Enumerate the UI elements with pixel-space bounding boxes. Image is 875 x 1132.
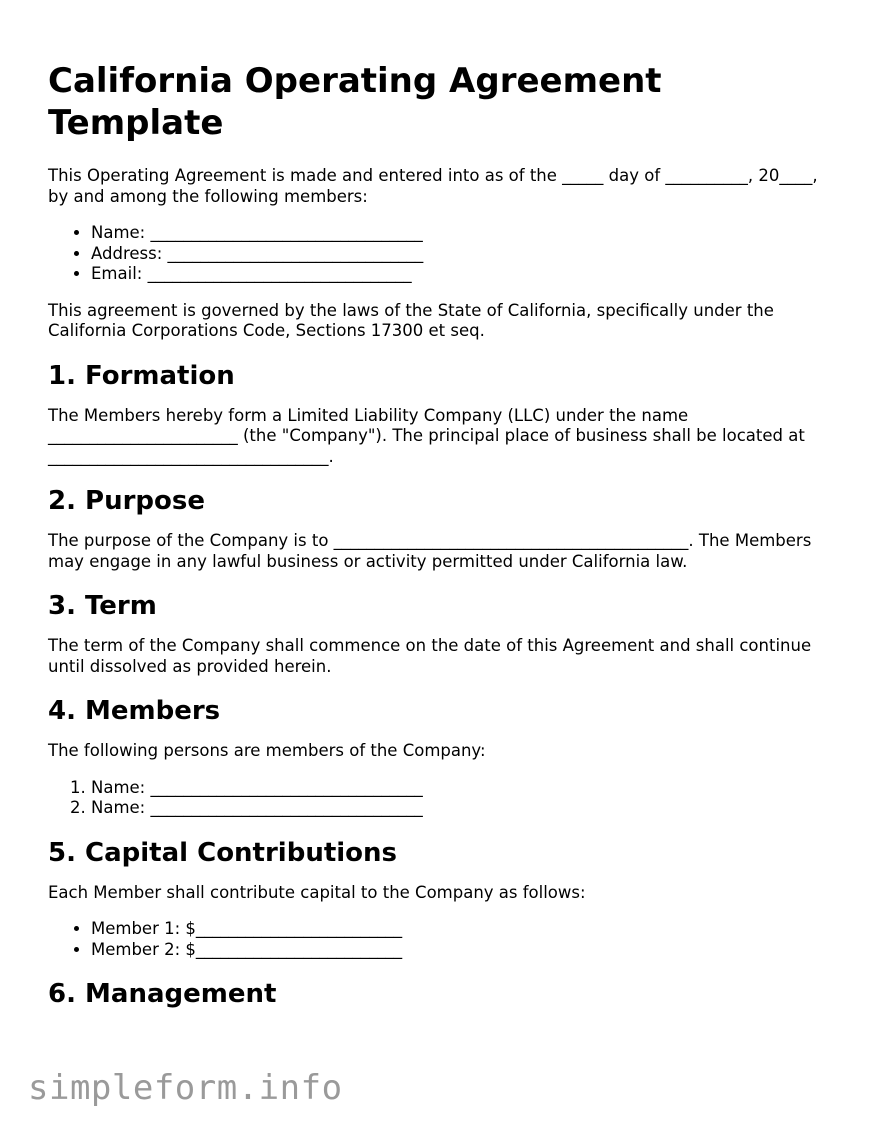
list-item: • Member 1: $_________________________ <box>91 919 838 940</box>
document-title: California Operating Agreement Template <box>48 61 662 143</box>
intro-member-list <box>48 223 838 285</box>
capital-paragraph: Each Member shall contribute capital to the Company as follows: <box>48 882 586 902</box>
section-heading-management: 6. Management <box>48 979 277 1009</box>
section-heading-purpose: 2. Purpose <box>48 486 205 516</box>
formation-paragraph: The Members hereby form a Limited Liability Company (LLC) under the name _______________________ (the "Company"). The principal place of business shall be located at __________________________________. <box>48 405 805 466</box>
list-item: • Member 2: $_________________________ <box>91 940 838 961</box>
list-item-address: • Address: _______________________________ <box>91 244 838 265</box>
members-list <box>48 778 838 819</box>
intro-paragraph: This Operating Agreement is made and entered into as of the _____ day of __________, 20____, by and among the following members: <box>48 166 818 206</box>
watermark: simpleform.info <box>28 1068 343 1108</box>
section-heading-term: 3. Term <box>48 591 157 621</box>
section-heading-capital: 5. Capital Contributions <box>48 837 398 868</box>
list-item-name: • Name: _________________________________ <box>91 223 838 244</box>
list-item-email: • Email: ________________________________ <box>91 264 838 285</box>
list-item: 2. Name: _________________________________ <box>91 798 838 819</box>
governing-law-paragraph: This agreement is governed by the laws of the State of California, specifically under the California Corporations Code, Sections 17300 et seq. <box>48 300 774 340</box>
document-page <box>48 60 838 1024</box>
section-heading-members: 4. Members <box>48 696 221 726</box>
members-paragraph: The following persons are members of the Company: <box>48 741 486 760</box>
capital-list <box>48 919 838 960</box>
list-item: 1. Name: _________________________________ <box>91 778 838 799</box>
section-heading-formation: 1. Formation <box>48 360 235 391</box>
purpose-paragraph: The purpose of the Company is to ___________________________________________. The Members may engage in any lawful business or activity permitted under California law. <box>48 531 812 571</box>
term-paragraph: The term of the Company shall commence on the date of this Agreement and shall continue until dissolved as provided herein. <box>48 636 812 676</box>
